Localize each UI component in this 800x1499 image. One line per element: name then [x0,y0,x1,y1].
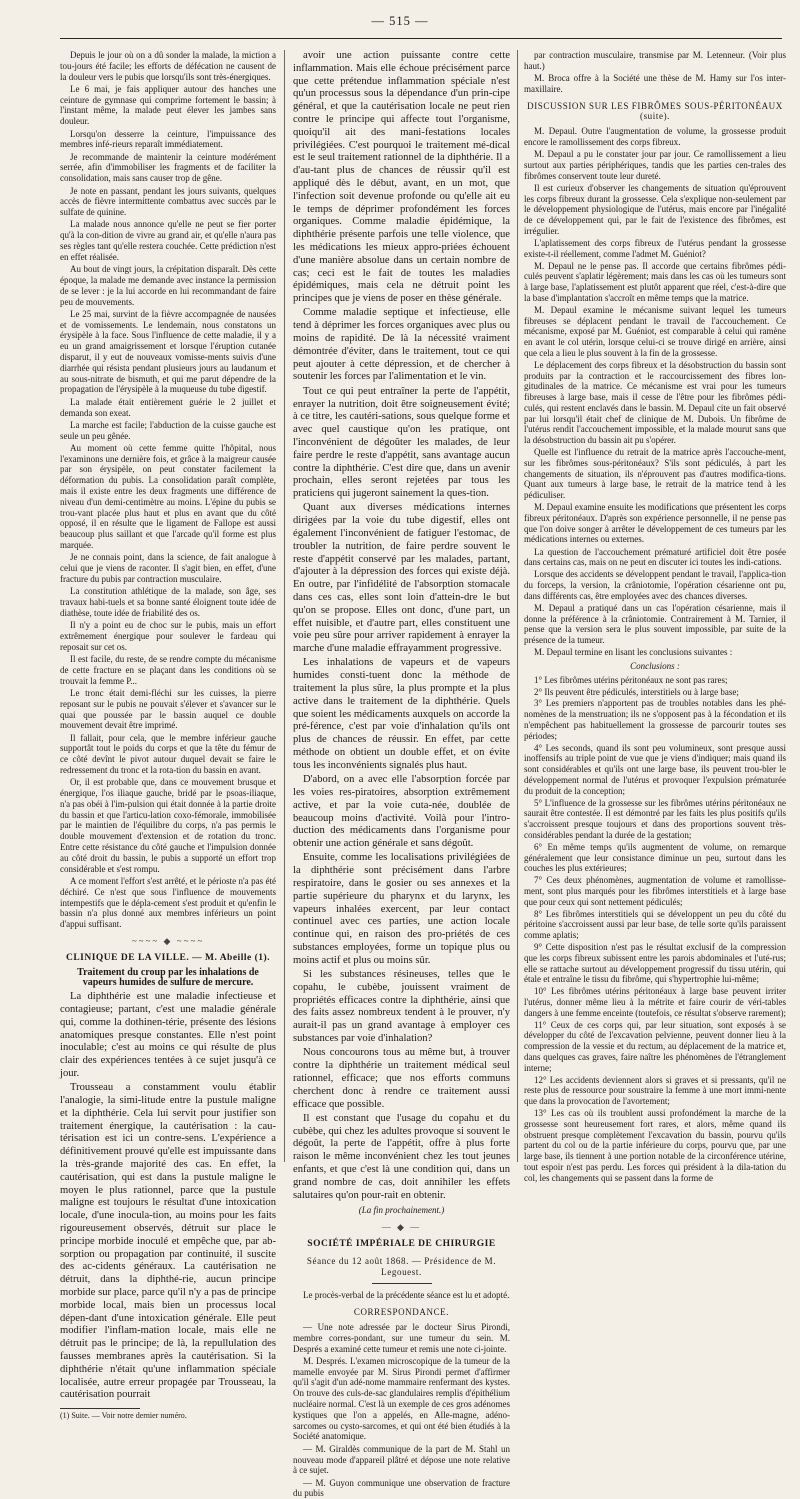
paragraph: M. Depaul examine le mécanisme suivant lequel les tumeurs fibreuses se déplacent pendant le travail de l'accouchement. Ce mécanisme, exposé par M. Guéniot, est comparable à celui qui ramène en avant le col utérin, lorsque celui-ci se trouve dirigé en arrière, ainsi que cela a lieu le plus souvent à la fin de la grossesse. [524,305,786,358]
ornament: — ◆ — [381,1222,422,1233]
paragraph: Je ne connais point, dans la science, de fait analogue à celui que je viens de raconter. Il s'agit bien, en effet, d'une fracture du pubis par contraction musculaire. [60,552,276,584]
article-body [293,50,510,1202]
divider [372,1283,432,1284]
paragraph: Je recommande de maintenir la ceinture modérément serrée, afin d'immobiliser les fragments et de faciliter la consolidation, mais sans causer trop de gêne. [60,151,276,184]
paragraph: M. Depaul a pratiqué dans un cas l'opération césarienne, mais il donne la préférence à la crâniotomie. Contrairement à M. Tarnier, il pense que la version sera le plus souvent impossible, par suite de la présence de la tumeur. [524,603,786,646]
column-rule [517,50,518,1162]
paragraph: Quant aux diverses médications internes dirigées par la voie du tube digestif, elles ont également l'inconvénient de fatiguer l'estomac, de troubler la nutrition, de faire perdre souvent le reste d'appétit conservé par les malades, partant, d'ajouter à la dépression des forces qui existe déjà. En outre, par l'infidélité de l'absorption stomacale dans ces cas, elles sont loin d'attein-dre le but qu'on se propose. Elles ont donc, d'une part, un effet nuisible, et d'autre part, elles constituent une voie peu sûre pour arriver rapidement à enrayer la marche d'une maladie effrayamment progressive. [293,502,510,655]
conclusion-item: 13° Les cas où ils troublent aussi profondément la marche de la grossesse sont heureusement fort rares, et alors, même quand ils obstruent presque complètement l'excavation du bassin, pourvu qu'ils partent du col ou de la partie inférieure du corps, pourvu que, par une large base, ils tiennent à une portion notable de la circonférence utérine, tout espoir n'est pas perdu. Les forces qui président à la dila-tation du col, les changements qui se passent dans la forme de [524,1107,786,1183]
paragraph: M. Depaul termine en lisant les conclusions suivantes : [534,647,733,658]
paragraph: Je note en passant, pendant les jours suivants, quelques accès de fièvre intermittente combattus avec succès par le sulfate de quinine. [60,185,276,218]
ornament: ~~~~ ◆ ~~~~ [131,935,205,946]
society-title: SOCIÉTÉ IMPÉRIALE DE CHIRURGIE [307,1239,496,1250]
paragraph: Il fallait, pour cela, que le membre inférieur gauche supportât tout le poids du corps et que la tête du fémur de ce côté devînt le pivot autour duquel devait se faire le redressement du tronc et la rota-tion du bassin en avant. [60,732,276,775]
paragraph: Il est facile, du reste, de se rendre compte du mécanisme de cette fracture en se plaçant dans les conditions où se trouvait la femme P... [60,654,276,686]
paragraph: M. Depaul. Outre l'augmentation de volume, la grossesse produit encore le ramollissement des corps fibreux. [524,126,786,147]
paragraph: Trousseau a constamment voulu établir l'analogie, la simi-litude entre la pustule maligne et la diphthérie. Cela lui servit pour justifier son traitement énergique, la cautérisation : la cau-térisation est ici un contre-sens. L'expérience a définitivement prouvé qu'elle est impuissante dans la très-grande majorité des cas. En effet, la cautérisation, qui est dans la pustule maligne le moyen le plus rationnel, parce que la pustule maligne est toujours le résultat d'une intoxication locale, d'une inocula-tion, au moins pour les faits rigoureusement observés, détruit sur place le principe morbide inoculé et empêche que, par ab-sorption ou propagation par continuité, il suscite des ac-cidents généraux. La cautérisation ne détruit, dans la diphthé-rie, aucun principe morbide sur place, parce qu'il n'y a pas de principe morbide local, mais bien un processus local dépen-dant d'une intoxication générale. Elle peut modifier l'inflam-mation locale, mais elle ne détruit pas le principe; de là, la repullulation des fausses membranes après la cautérisation. Si la diphthérie n'était qu'une inflammation spéciale localisée, autre erreur propagée par Trousseau, la cautérisation pourrait [60,1082,276,1401]
paragraph: M. Broca offre à la Société une thèse de M. Hamy sur l'os inter-maxillaire. [524,73,786,94]
to-be-continued: (La fin prochainement.) [358,1205,445,1216]
paragraph: La diphthérie est une maladie infectieuse et contagieuse; partant, c'est une maladie générale qui, comme la dothinen-térie, présente des lésions anatomiques presque constantes. Elle n'est point inoculable; c'est au moins ce qui résulte de plus clair des expériences tentées à ce sujet jusqu'à ce jour. [60,991,276,1079]
conclusion-item: 4° Les seconds, quand ils sont peu volumineux, sont presque aussi inoffensifs au triple point de vue que je viens d'indiquer; mais quand ils sont considérables et qu'ils ont une large base, ils peuvent trou-bler le développement normal de l'utérus et provoquer l'expulsion prématurée du produit de la conception; [524,742,786,796]
column-2 [293,50,510,1499]
conclusion-item: 5° L'influence de la grossesse sur les fibrômes utérins péritonéaux ne saurait être contestée. Il est démontré par les faits les plus positifs qu'ils s'accroissent presque toujours et dans des proportions souvent très-considérables pendant la durée de la gestation; [524,797,786,840]
column-1 [60,50,276,1421]
proces-verbal: Le procès-verbal de la précédente séance est lu et adopté. [303,1290,510,1301]
column-3 [524,50,787,1183]
paragraph: Lorsque des accidents se développent pendant le travail, l'applica-tion du forceps, la version, la crâniotomie, l'opération césarienne ont pu, dans différents cas, être employées avec des chances diverses. [524,569,786,601]
paragraph: Ensuite, comme les localisations privilégiées de la diphthérie sont précisément dans l'arbre respiratoire, dans le gosier ou ses annexes et la partie supérieure du pharynx et du larynx, les vapeurs inhalées exercent, par leur contact continuel avec ces parties, une action locale continue qui, en raison des pro-priétés de ces substances employées, forme un topique plus ou moins actif et plus ou moins sûr. [293,852,510,966]
paragraph: Le déplacement des corps fibreux et la désobstruction du bassin sont produits par la contraction et le raccourcissement des fibres lon-gitudinales de la matrice. Ce mécanisme est vrai pour les tumeurs fibreuses à large base, mais il cesse de l'être pour les fibrômes pédi-culés, qui restent enclavés dans le bassin. M. Depaul cite un fait observé par lui lorsqu'il était chef de clinique de M. Dubois. Un fibrôme de l'utérus rendit l'accouchement impossible, et la malade mourut sans que la désobstruction du bassin ait pu s'opérer. [524,360,786,445]
paragraph: Il est constant que l'usage du copahu et du cubèbe, qui chez les adultes provoque si souvent le dégoût, la perte de l'appétit, offre à plus forte raison le même inconvénient chez les tout jeunes enfants, et que c'est là une condition qui, dans un grand nombre de cas, doit annihiler les effets salutaires qu'on pour-rait en obtenir. [293,1112,510,1201]
conclusion-item: 8° Les fibrômes interstitiels qui se développent un peu du côté du péritoine s'accroissent aussi par leur base, de telle sorte qu'ils paraissent comme aplatis; [524,908,786,941]
paragraph: D'abord, on a avec elle l'absorption forcée par les voies res-piratoires, absorption extrêmement active, et par la voie cuta-née, doublée de beaucoup moins d'activité. Voilà pour l'intro-duction des médicaments dans l'organisme pour obtenir une action générale et sans dégoût. [293,774,510,850]
paragraph: La malade était entièrement guérie le 2 juillet et demanda son exeat. [60,396,276,418]
paragraph: Il n'y a point eu de choc sur le pubis, mais un effort extrêmement énergique pour soulever le fardeau qui reposait sur cet os. [60,620,276,652]
paragraph: Il est curieux d'observer les changements de situation qu'éprouvent les corps fibreux durant la grossesse. Cela s'explique non-seulement par le développement physiologique de l'utérus, mais encore par l'inégalité de ce développement qui, par le fait de l'existence des fibrômes, est irrégulier. [524,182,786,236]
conclusions-list [524,675,786,1184]
paragraph: La marche est facile; l'abduction de la cuisse gauche est seule un peu gênée. [60,419,276,441]
page-header [0,14,800,34]
paragraph: La malade nous annonce qu'elle ne peut se fier porter qu'à la con-dition de vivre au grand air, et qu'elle n'aura pas ses règles tant qu'elle restera couchée. Cette prédiction n'est en effet réalisée. [60,219,276,262]
paragraph: Le tronc était demi-fléchi sur les cuisses, la pierre reposant sur le pubis ne pouvait s'élever et s'avancer sur le quai que poussée par le bassin auquel ce double mouvement devait être imprimé. [60,687,276,731]
article-title: Traitement du croup par les inhalations de vapeurs humides de sulfure de mercure. [77,966,259,989]
paragraph: M. Depaul a pu le constater jour par jour. Ce ramollissement a lieu surtout aux parties périphériques, tandis que les parties cen-trales des fibrômes conservent toute leur dureté. [524,149,786,181]
paragraph: Depuis le jour où on a dû sonder la malade, la miction a tou-jours été facile; les efforts de défécation ne causent de la douleur vers le pubis que lorsqu'ils sont très-énergiques. [60,50,276,82]
header-rule [60,38,782,39]
conclusion-item: 2° Ils peuvent être pédiculés, interstitiels ou à large base; [534,686,739,697]
correspondance-item: M. Després. L'examen microscopique de la tumeur de la mamelle envoyée par M. Sirus Pirondi permet d'affirmer qu'il s'agit d'un adé-nome mammaire renfermant des kystes. On trouve des culs-de-sac glandulaires remplis d'épithélium nucléaire normal. C'est là un exemple de ces gros adénomes kystiques que l'on a appelés, en Alle-magne, adéno-sarcomes ou cysto-sarcomes, et qui ont été bien étudiés à la Société anatomique. [293,1355,510,1442]
correspondance-heading: CORRESPONDANCE. [353,1307,450,1318]
correspondance-item: — M. Guyon communique une observation de fracture du pubis [293,1477,510,1499]
conclusion-item: 1° Les fibrômes utérins péritonéaux ne sont pas rares; [534,674,728,685]
paragraph: M. Depaul ne le pense pas. Il accorde que certains fibrômes pédi-culés peuvent s'aplatir légèrement; mais dans les cas où les tumeurs sont à large base, l'aplatissement est plutôt apparent que réel, c'est-à-dire que la base d'implantation s'accroît en même temps que la matrice. [524,260,786,303]
conclusion-item: 11° Ceux de ces corps qui, par leur situation, sont exposés à se développer du côté de l'excavation pelvienne, peuvent donner lieu à la compression de la vessie et du rectum, au déplacement de la matrice et, dans quelques cas graves, faire naître les phénomènes de l'étranglement interne; [524,1019,786,1073]
paragraph: Nous concourons tous au même but, à trouver contre la diphthérie un traitement médical seul rationnel, efficace; que nos efforts communs cherchent donc à rendre ce traitement aussi efficace que possible. [293,1047,510,1110]
conclusion-item: 10° Les fibrômes utérins péritonéaux à large base peuvent irriter l'utérus, donner même lieu à la métrite et faire courir de véri-tables dangers à une femme enceinte (toutefois, ce résultat s'observe rarement); [524,986,787,1018]
paragraph: par contraction musculaire, transmise par M. Letenneur. (Voir plus haut.) [524,50,786,71]
column-rule [284,50,285,1162]
correspondance-list [293,1322,510,1499]
article-body [60,991,276,1402]
intro-notes [524,50,786,95]
paragraph: Comme maladie septique et infectieuse, elle tend à déprimer les forces organiques avec plus ou moins de rapidité. De là la nécessité vraiment démontrée d'éviter, dans le traitement, tout ce qui peut ajouter à cette dépression, et de chercher à soutenir les forces par l'alimentation et le vin. [293,307,510,383]
paragraph: La constitution athlétique de la malade, son âge, ses travaux habi-tuels et sa bonne santé éloignent toute idée de diathèse, toute idée de friabilité des os. [60,586,276,618]
paragraph: M. Depaul examine ensuite les modifications que présentent les corps fibreux péritonéaux. D'après son expérience personnelle, il ne pense pas que l'on doive songer à arrêter le développement de ces tumeurs par les médications internes ou externes. [524,502,786,545]
paragraph: Le 25 mai, survint de la fièvre accompagnée de nausées et de vomissements. Le lendemain, nous constatons un érysipèle à la face. Sous l'influence de cette maladie, il y a eu un grand amaigrissement et lorsque l'éruption cutanée disparut, il y eut de nouveaux vomisse-ments suivis d'une diarrhée qui résista pendant plusieurs jours au laudanum et au sous-nitrate de bismuth, et qui me parut dépendre de la propagation de l'érysipèle à la muqueuse du tube digestif. [60,308,276,395]
correspondance-item: — M. Giraldès communique de la part de M. Stahl un nouveau mode d'appareil plâtré et dépose une note relative à ce sujet. [293,1443,510,1476]
paragraph: avoir une action puissante contre cette inflammation. Mais elle échoue précisément parce que cette prétendue inflammation spéciale n'est qu'un processus sous la dépendance d'un prin-cipe général, et que la cautérisation locale ne peut rien contre le principe qui affecte tout l'organisme, quoiqu'il ait des mani-festations locales privilégiées. C'est pourquoi le traitement mé-dical est le seul traitement rationnel de la diphthérie. Il a d'au-tant plus de chances de réussir qu'il est appliqué dès le début, avant, en un mot, que l'infection soit devenue profonde ou qu'elle ait eu le temps de déprimer profondément les forces organiques. Comme maladie épidémique, la diphthérie présente parfois une telle violence, que les médications les mieux appro-priées échouent d'une manière absolue dans un certain nombre de cas; ceci est le fait de toutes les maladies épidémiques, mais cela ne détruit point les principes que je viens de poser en thèse générale. [293,50,510,305]
paragraph: Quelle est l'influence du retrait de la matrice après l'accouche-ment, sur les fibrômes sous-péritonéaux? S'ils sont pédiculés, à part les changements de situation, ils n'éprouvent pas d'autres modifica-tions. Quant aux tumeurs à large base, le retrait de la matrice tend à les pédiculiser. [524,447,786,500]
page-number: — 515 — [371,14,429,28]
conclusions-heading: Conclusions : [630,661,680,672]
section-title: CLINIQUE DE LA VILLE. — M. Abeille (1). [65,952,271,963]
correspondance-item: — Une note adressée par le docteur Sirus Pirondi, membre corres-pondant, sur une tumeur du sein. M. Després a examiné cette tumeur et remis une note ci-jointe. [293,1322,510,1354]
seance-line: Séance du 12 août 1868. — Présidence de M. Legouest. [306,1255,497,1277]
paragraph: Les inhalations de vapeurs et de vapeurs humides consti-tuent donc la méthode de traitement la plus sûre, la plus prompte et la plus active dans le traitement de la diphthérie. Quels que soient les médicaments auxquels on accorde la pré-férence, c'est par voie d'inhalation qu'ils ont plus de chances de réussir. En effet, par cette méthode on obtient un double effet, et on évite tous les inconvénients signalés plus haut. [293,657,510,771]
paragraph: La question de l'accouchement prématuré artificiel doit être posée dans certains cas, mais on ne peut en discuter ici toutes les indi-cations. [524,546,786,568]
conclusion-item: 7° Ces deux phénomènes, augmentation de volume et ramollisse-ment, sont plus marqués pour les fibrômes interstitiels et à large base que pour ceux qui sont nettement pédiculés; [524,875,786,907]
footnote: (1) Suite. — Voir notre dernier numéro. [60,1408,140,1422]
discussion-body [524,126,786,658]
conclusion-item: 9° Cette disposition n'est pas le résultat exclusif de la compression que les corps fibreux subissent entre les parois abdominales et l'uté-rus; elle se rattache surtout au développement progressif du tissu utérin, qui étale et entraîne le tissu du fibrôme, qui s'hypertrophie lui-même; [524,941,786,985]
paragraph: L'aplatissement des corps fibreux de l'utérus pendant la grossesse existe-t-il réellement, comme l'admet M. Guéniot? [524,237,786,259]
paragraph: Si les substances résineuses, telles que le copahu, le cubèbe, jouissent vraiment de propriétés efficaces contre la diphthérie, ainsi que des faits assez nombreux tendent à le prouver, n'y aurait-il pas un grand avantage à employer ces substances par voie d'inhalation? [293,969,510,1045]
conclusion-item: 6° En même temps qu'ils augmentent de volume, on remarque généralement que leur consistance diminue un peu, surtout dans les couches les plus extérieures; [524,841,786,874]
conclusion-item: 3° Les premiers n'apportent pas de troubles notables dans les phé-nomènes de la menstruation; ils ne s'opposent pas à la fécondation et ils n'empêchent pas habituellement la grossesse de parcourir toutes ses périodes; [524,698,786,741]
paragraph: Lorsqu'on desserre la ceinture, l'impuissance des membres infé-rieurs reparaît immédiatement. [60,128,276,150]
discussion-heading: DISCUSSION SUR LES FIBRÔMES SOUS-PÉRITONÉAUX (suite). [527,100,783,122]
paragraph: Le 6 mai, je fais appliquer autour des hanches une ceinture de gymnase qui comprime fortement le bassin; à l'instant même, la malade peut élever les jambes sans douleur. [60,83,276,127]
paragraph: Au moment où cette femme quitte l'hôpital, nous l'examinons une dernière fois, et grâce à la maigreur causée par son érysipèle, on peut constater facilement la déformation du pubis. La consolidation paraît complète, mais il existe entre les deux fragments une différence de niveau d'un demi-centimètre au moins. L'épine du pubis se trou-vant placée plus haut et plus en avant que du côté opposé, il en résulte que le ligament de Fallope est aussi beaucoup plus saillant et que l'arcade qu'il forme est plus marquée. [60,442,276,551]
paragraph: A ce moment l'effort s'est arrêté, et le périoste n'a pas été déchiré. Ce n'est que sous l'influence de mouvements intempestifs que le dépla-cement s'est produit et qu'enfin le bassin n'a plus donné aux membres inférieurs un point d'appui suffisant. [60,875,276,930]
paragraph: Au bout de vingt jours, la crépitation disparaît. Dès cette époque, la malade me demande avec instance la permission de se lever : je la lui accorde en lui recommandant de faire peu de mouvements. [60,264,276,307]
article-continuation [60,50,276,930]
conclusion-item: 12° Les accidents deviennent alors si graves et si pressants, qu'il ne reste plus de ressource pour soustraire la femme à une mort immi-nente que dans la provocation de l'avortement; [524,1074,786,1107]
paragraph: Tout ce qui peut entraîner la perte de l'appétit, enrayer la nutrition, doit être soigneusement évité; à ce titre, les cautéri-sations, sous quelque forme et avec quel caustique qu'on les pratique, ont l'inconvénient de dégoûter les malades, de leur faire perdre le reste d'appétit, sans avantage aucun contre la diphthérie. C'est dire que, dans un avenir prochain, elles seront rejetées par tous les praticiens qui jugeront sainement la ques-tion. [293,385,510,500]
paragraph: Or, il est probable que, dans ce mouvement brusque et énergique, l'os iliaque gauche, bridé par le psoas-iliaque, n'a pas obéi à l'im-pulsion qui était donnée à la partie droite du bassin et que l'articu-lation coxo-fémorale, immobilisée par le maintien de l'équilibre du corps, n'a pas permis le double mouvement d'extension et de rotation du tronc. Entre cette résistance du côté gauche et l'impulsion donnée au côté droit du bassin, le pubis a supporté un effort trop considérable et s'est rompu. [60,777,276,874]
